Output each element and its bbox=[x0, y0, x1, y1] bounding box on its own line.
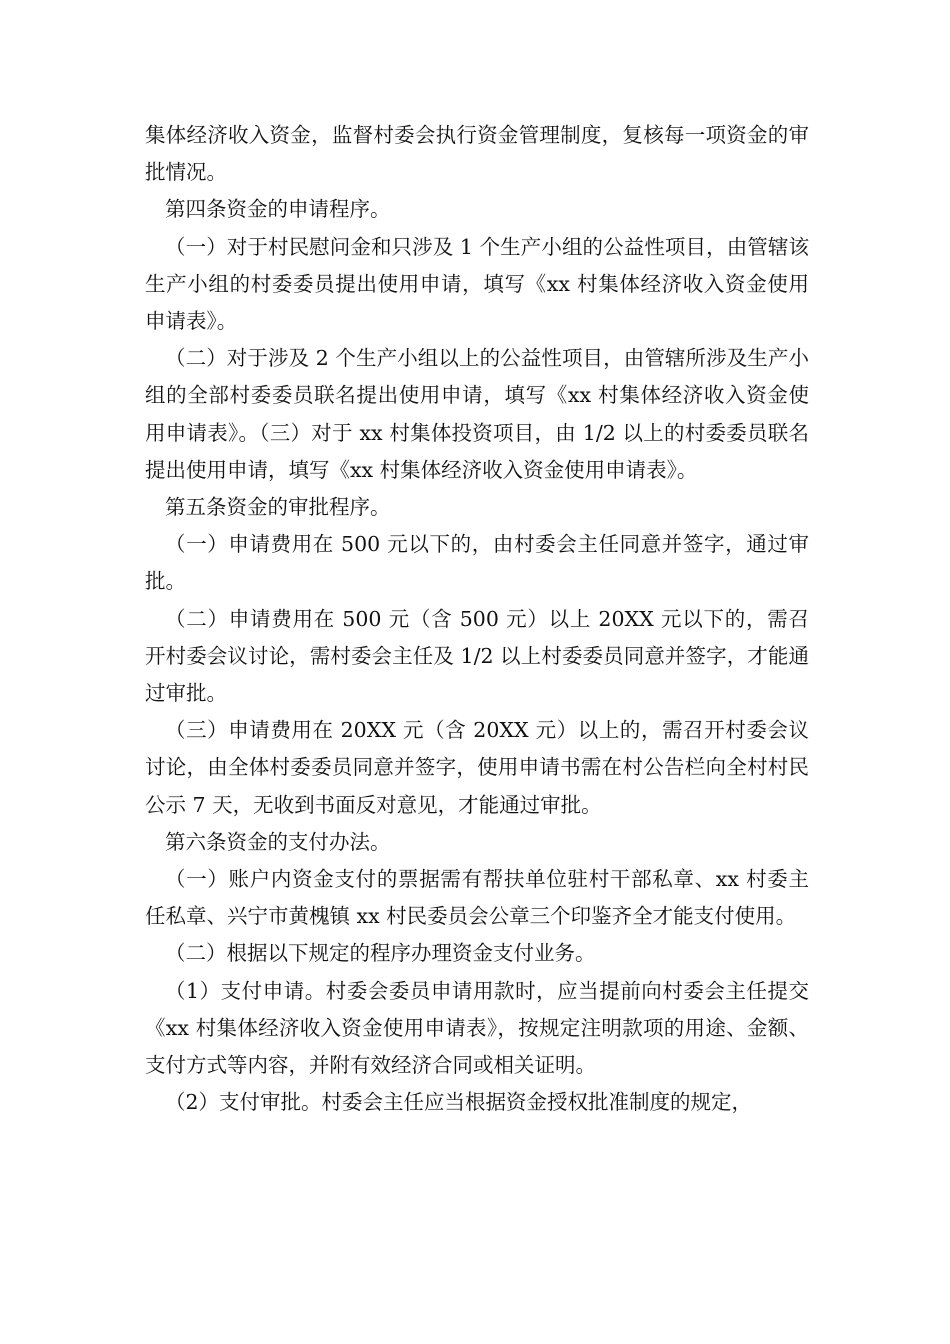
article-five-item-2: （二）申请费用在 500 元（含 500 元）以上 20XX 元以下的，需召开村委会议讨论，需村委会主任及 1/2 以上村委委员同意并签字，才能通过审批。 bbox=[145, 606, 809, 706]
payment-approval: （2）支付审批。村委会主任应当根据资金授权批准制度的规定， bbox=[165, 1090, 753, 1115]
article-six-item-2: （二）根据以下规定的程序办理资金支付业务。 bbox=[165, 941, 596, 966]
article-four-item-2-3: （二）对于涉及 2 个生产小组以上的公益性项目，由管辖所涉及生产小组的全部村委委员联名提出使用申请，填写《xx 村集体经济收入资金使用申请表》。（三）对于 xx 村集体投资项目，由 1/2 以上的村委委员联名提出使用申请，填写《xx 村集体经济收入资金使用申请表》。 bbox=[145, 346, 809, 482]
article-six-heading: 第六条资金的支付办法。 bbox=[165, 829, 391, 854]
article-six-item-1: （一）账户内资金支付的票据需有帮扶单位驻村干部私章、xx 村委主任私章、兴宁市黄槐镇 xx 村民委员会公章三个印鉴齐全才能支付使用。 bbox=[145, 867, 809, 929]
article-five-item-1: （一）申请费用在 500 元以下的，由村委会主任同意并签字，通过审批。 bbox=[145, 532, 809, 594]
document-body bbox=[145, 117, 809, 1121]
payment-application: （1）支付申请。村委会委员申请用款时，应当提前向村委会主任提交《xx 村集体经济收入资金使用申请表》，按规定注明款项的用途、金额、支付方式等内容，并附有效经济合同或相关证明。 bbox=[145, 978, 809, 1078]
article-five-heading: 第五条资金的审批程序。 bbox=[165, 495, 391, 520]
article-four-heading: 第四条资金的申请程序。 bbox=[165, 197, 391, 222]
paragraph-continuation: 集体经济收入资金，监督村委会执行资金管理制度，复核每一项资金的审批情况。 bbox=[145, 123, 809, 185]
article-four-item-1: （一）对于村民慰问金和只涉及 1 个生产小组的公益性项目，由管辖该生产小组的村委委员提出使用申请，填写《xx 村集体经济收入资金使用申请表》。 bbox=[145, 234, 809, 334]
article-five-item-3: （三）申请费用在 20XX 元（含 20XX 元）以上的，需召开村委会议讨论，由全体村委委员同意并签字，使用申请书需在村公告栏向全村村民公示 7 天，无收到书面反对意见，才能通过审批。 bbox=[145, 718, 809, 817]
